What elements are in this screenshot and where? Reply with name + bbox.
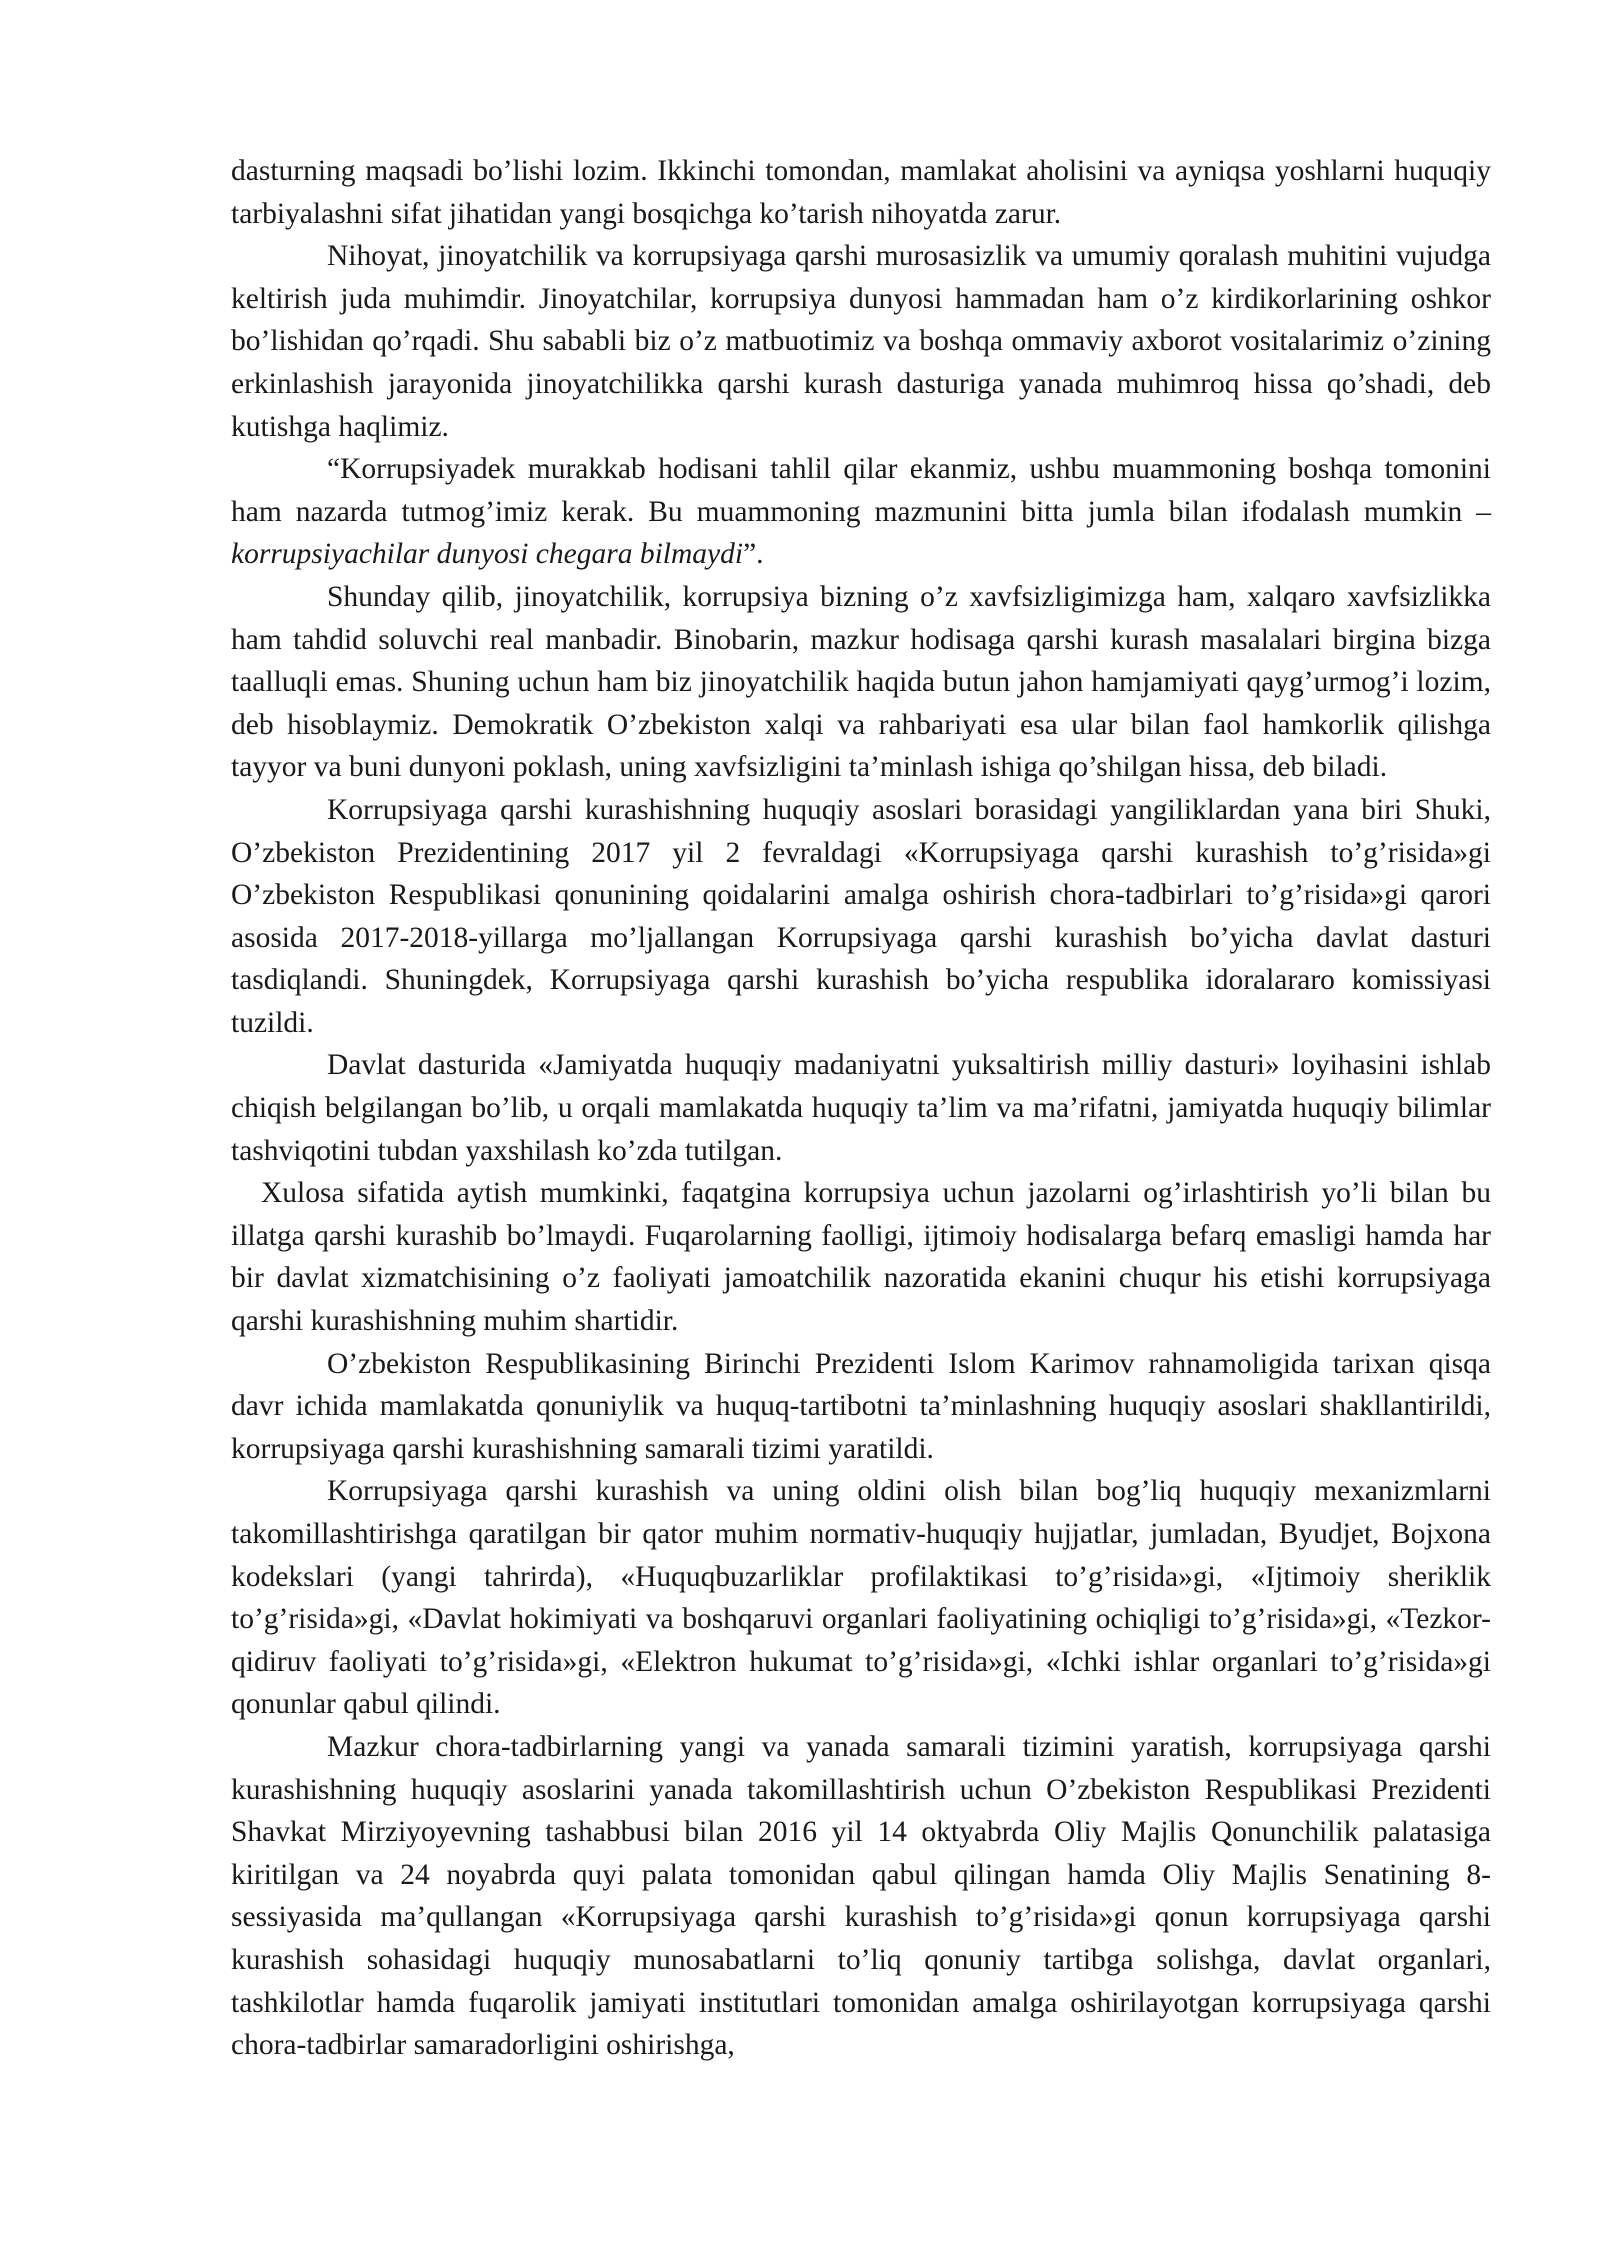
quote-italic-phrase: korrupsiyachilar dunyosi chegara bilmaydi (231, 538, 744, 571)
paragraph: Xulosa sifatida aytish mumkinki, faqatgina korrupsiya uchun jazolarni og’irlashtirish yo’li bilan bu illatga qarshi kurashib bo’lmaydi. Fuqarolarning faolligi, ijtimoiy hodisalarga befarq emasligi hamda har bir davlat xizmatchisining o’z faoliyati jamoatchilik nazoratida ekanini chuqur his etishi korrupsiyaga qarshi kurashishning muhim shartidir. (231, 1177, 1491, 1338)
quote-text: “Korrupsiyadek murakkab hodisani tahlil qilar ekanmiz, ushbu muammoning boshqa tomonini ham nazarda tutmog’imiz kerak. Bu muammoning mazmunini bitta jumla bilan ifodalash mumkin – (231, 453, 1491, 528)
paragraph: Shunday qilib, jinoyatchilik, korrupsiya bizning o’z xavfsizligimizga ham, xalqaro xavfsizlikka ham tahdid soluvchi real manbadir. Binobarin, mazkur hodisaga qarshi kurash masalalari birgina bizga taalluqli emas. Shuning uchun ham biz jinoyatchilik haqida butun jahon hamjamiyati qayg’urmog’i lozim, deb hisoblaymiz. Demokratik O’zbekiston xalqi va rahbariyati esa ular bilan faol hamkorlik qilishga tayyor va buni dunyoni poklash, uning xavfsizligini ta’minlash ishiga qo’shilgan hissa, deb biladi. (231, 580, 1491, 784)
document-page (231, 150, 1491, 2067)
paragraph: O’zbekiston Respublikasining Birinchi Prezidenti Islom Karimov rahnamoligida tarixan qisqa davr ichida mamlakatda qonuniylik va huquq-tartibotni ta’minlashning huquqiy asoslari shakllantirildi, korrupsiyaga qarshi kurashishning samarali tizimi yaratildi. (231, 1347, 1491, 1465)
quote-paragraph (231, 448, 1491, 576)
paragraph: Davlat dasturida «Jamiyatda huquqiy madaniyatni yuksaltirish milliy dasturi» loyihasini ishlab chiqish belgilangan bo’lib, u orqali mamlakatda huquqiy ta’lim va ma’rifatni, jamiyatda huquqiy bilimlar tashviqotini tubdan yaxshilash ko’zda tutilgan. (231, 1049, 1491, 1167)
paragraph: Nihoyat, jinoyatchilik va korrupsiyaga qarshi murosasizlik va umumiy qoralash muhitini vujudga keltirish juda muhimdir. Jinoyatchilar, korrupsiya dunyosi hammadan ham o’z kirdikorlarining oshkor bo’lishidan qo’rqadi. Shu sababli biz o’z matbuotimiz va boshqa ommaviy axborot vositalarimiz o’zining erkinlashish jarayonida jinoyatchilikka qarshi kurash dasturiga yanada muhimroq hissa qo’shadi, deb kutishga haqlimiz. (231, 240, 1491, 443)
quote-closing: ”. (743, 538, 764, 571)
paragraph: Korrupsiyaga qarshi kurashishning huquqiy asoslari borasidagi yangiliklardan yana biri Shuki, O’zbekiston Prezidentining 2017 yil 2 fevraldagi «Korrupsiyaga qarshi kurashish to’g’risida»gi O’zbekiston Respublikasi qonunining qoidalarini amalga oshirish chora-tadbirlari to’g’risida»gi qarori asosida 2017-2018-yillarga mo’ljallangan Korrupsiyaga qarshi kurashish bo’yicha davlat dasturi tasdiqlandi. Shuningdek, Korrupsiyaga qarshi kurashish bo’yicha respublika idoralararo komissiyasi tuzildi. (231, 793, 1491, 1039)
paragraph: Mazkur chora-tadbirlarning yangi va yanada samarali tizimini yaratish, korrupsiyaga qarshi kurashishning huquqiy asoslarini yanada takomillashtirish uchun O’zbekiston Respublikasi Prezidenti Shavkat Mirziyoyevning tashabbusi bilan 2016 yil 14 oktyabrda Oliy Majlis Qonunchilik palatasiga kiritilgan va 24 noyabrda quyi palata tomonidan qabul qilingan hamda Oliy Majlis Senatining 8-sessiyasida ma’qullangan «Korrupsiyaga qarshi kurashish to’g’risida»gi qonun korrupsiyaga qarshi kurashish sohasidagi huquqiy munosabatlarni to’liq qonuniy tartibga solishga, davlat organlari, tashkilotlar hamda fuqarolik jamiyati institutlari tomonidan amalga oshirilayotgan korrupsiyaga qarshi chora-tadbirlar samaradorligini oshirishga, (231, 1730, 1491, 2062)
paragraph: dasturning maqsadi bo’lishi lozim. Ikkinchi tomondan, mamlakat aholisini va ayniqsa yoshlarni huquqiy tarbiyalashni sifat jihatidan yangi bosqichga ko’tarish nihoyatda zarur. (231, 155, 1491, 230)
paragraph: Korrupsiyaga qarshi kurashish va uning oldini olish bilan bog’liq huquqiy mexanizmlarni takomillashtirishga qaratilgan bir qator muhim normativ-huquqiy hujjatlar, jumladan, Byudjet, Bojxona kodekslari (yangi tahrirda), «Huquqbuzarliklar profilaktikasi to’g’risida»gi, «Ijtimoiy sheriklik to’g’risida»gi, «Davlat hokimiyati va boshqaruvi organlari faoliyatining ochiqligi to’g’risida»gi, «Tezkor-qidiruv faoliyati to’g’risida»gi, «Elektron hukumat to’g’risida»gi, «Ichki ishlar organlari to’g’risida»gi qonunlar qabul qilindi. (231, 1475, 1491, 1721)
